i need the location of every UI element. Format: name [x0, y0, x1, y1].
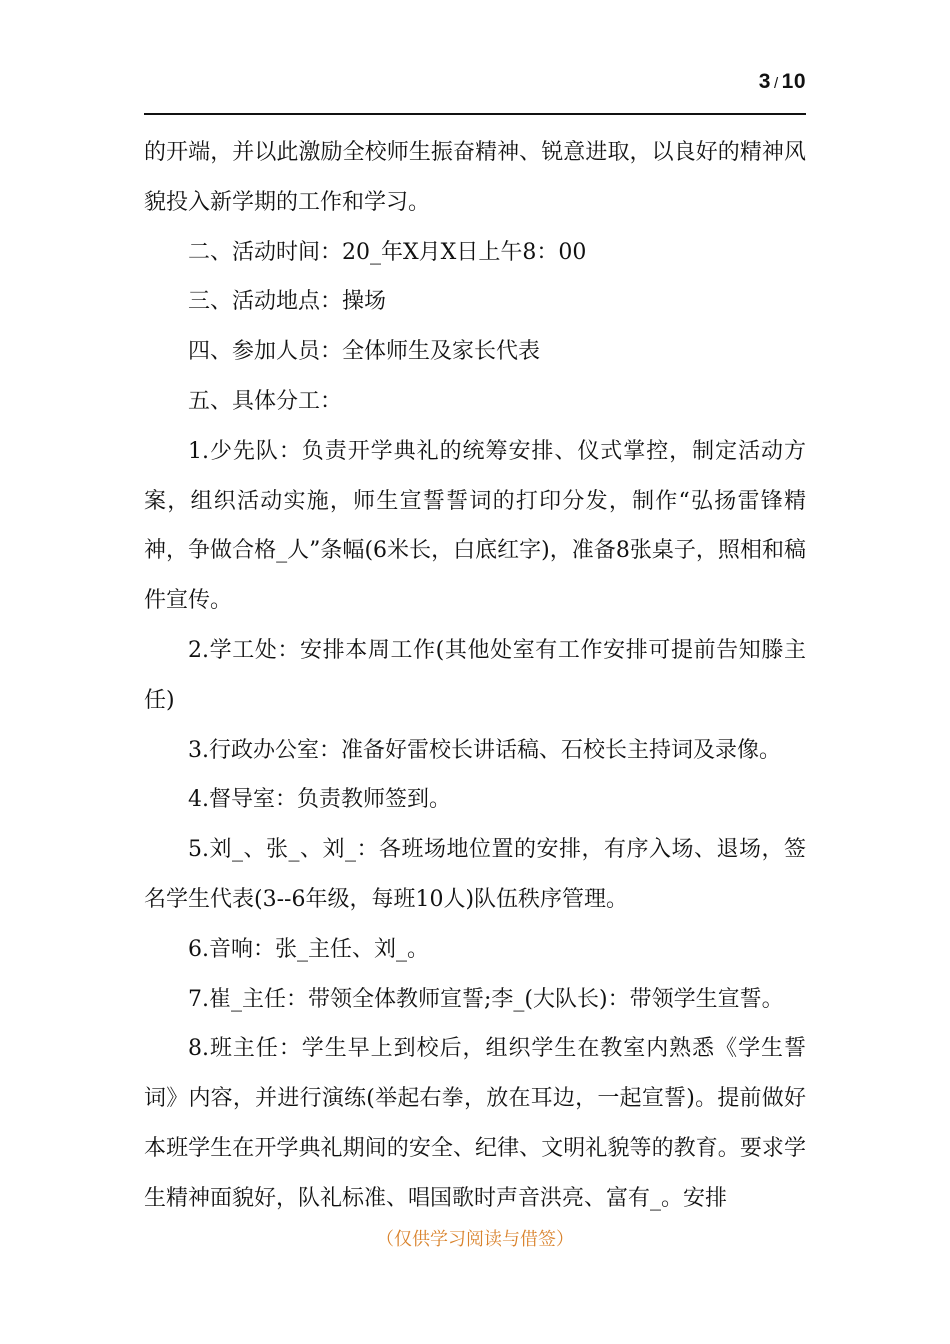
header-rule — [144, 113, 806, 115]
paragraph-activity-time: 二、活动时间：20_年X月X日上午8：00 — [188, 239, 587, 265]
paragraph-item-2: 2.学工处：安排本周工作(其他处室有工作安排可提前告知滕主任) — [144, 637, 806, 713]
paragraph-participants: 四、参加人员：全体师生及家长代表 — [188, 339, 541, 365]
paragraph-item-8: 8.班主任：学生早上到校后，组织学生在教室内熟悉《学生誓词》内容，并进行演练(举起右拳，放在耳边，一起宣誓)。提前做好本班学生在开学典礼期间的安全、纪律、文明礼貌等的教育。要求学生精神面貌好，队礼标准、唱国歌时声音洪亮、富有_。安排 — [144, 1036, 806, 1211]
page-number — [759, 70, 806, 94]
document-body — [144, 128, 806, 1224]
paragraph-activity-location: 三、活动地点：操场 — [188, 289, 387, 315]
page-current: 3 — [758, 70, 771, 93]
paragraph-1: 的开端，并以此激励全校师生振奋精神、锐意进取，以良好的精神风貌投入新学期的工作和学习。 — [144, 140, 806, 215]
paragraph-item-3: 3.行政办公室：准备好雷校长讲话稿、石校长主持词及录像。 — [188, 737, 781, 763]
paragraph-item-7: 7.崔_主任：带领全体教师宣誓;李_(大队长)：带领学生宣誓。 — [188, 986, 784, 1012]
paragraph-item-6: 6.音响：张_主任、刘_。 — [188, 936, 429, 962]
page-total: 10 — [781, 70, 806, 93]
paragraph-item-4: 4.督导室：负责教师签到。 — [188, 787, 451, 813]
footer-note: （仅供学习阅读与借签） — [376, 1229, 574, 1250]
page-separator: / — [773, 75, 779, 92]
paragraph-item-5: 5.刘_、张_、刘_：各班场地位置的安排，有序入场、退场，签名学生代表(3--6年级，每班10人)队伍秩序管理。 — [144, 837, 806, 912]
paragraph-item-1: 1.少先队：负责开学典礼的统筹安排、仪式掌控，制定活动方案，组织活动实施，师生宣誓誓词的打印分发，制作“弘扬雷锋精神，争做合格_人”条幅(6米长，白底红字)，准备8张桌子，照相和稿件宣传。 — [144, 438, 806, 614]
paragraph-division-heading: 五、具体分工： — [188, 388, 343, 414]
